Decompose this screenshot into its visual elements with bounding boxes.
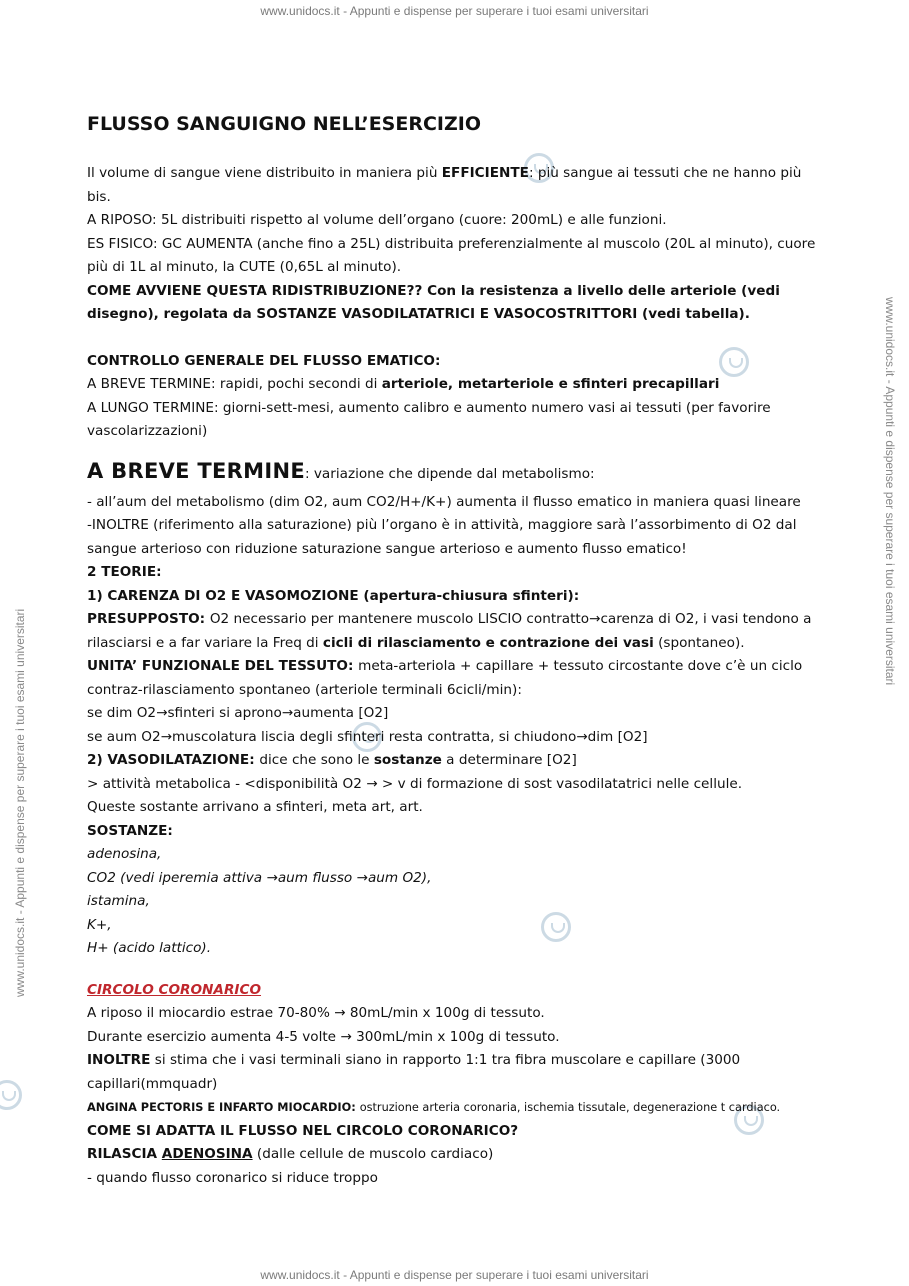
- list-item: K+,: [87, 916, 112, 933]
- paragraph: 2) VASODILATAZIONE: dice che sono le sostanze a determinare [O2]: [87, 752, 577, 768]
- paragraph: 2 TEORIE:: [87, 564, 162, 580]
- paragraph: ES FISICO: GC AUMENTA (anche fino a 25L) distribuita preferenzialmente al muscolo (20L al minuto), cuore più di 1L al minuto, la CUTE (0,65L al minuto).: [87, 235, 816, 275]
- paragraph: se aum O2→muscolatura liscia degli sfinteri resta contratta, si chiudono→dim [O2]: [87, 728, 648, 745]
- paragraph: - all’aum del metabolismo (dim O2, aum CO2/H+/K+) aumenta il flusso ematico in maniera quasi lineare: [87, 493, 801, 510]
- section-label: CONTROLLO GENERALE DEL FLUSSO EMATICO:: [87, 352, 441, 369]
- paragraph: INOLTRE si stima che i vasi terminali siano in rapporto 1:1 tra fibra muscolare e capillare (3000 capillari(mmquadr): [87, 1052, 741, 1092]
- paragraph: 1) CARENZA DI O2 E VASOMOZIONE (apertura-chiusura sfinteri):: [87, 587, 580, 604]
- paragraph: UNITA’ FUNZIONALE DEL TESSUTO: meta-arteriola + capillare + tessuto circostante dove c’è un ciclo contraz-rilasciamento spontaneo (arteriole terminali 6cicli/min):: [87, 658, 803, 698]
- paragraph: A RIPOSO: 5L distribuiti rispetto al volume dell’organo (cuore: 200mL) e alle funzioni.: [87, 212, 667, 228]
- paragraph: RILASCIA ADENOSINA (dalle cellule de muscolo cardiaco): [87, 1146, 494, 1162]
- paragraph: > attività metabolica - <disponibilità O2 → > v di formazione di sost vasodilatatrici nelle cellule.: [87, 775, 743, 792]
- section-heading: CIRCOLO CORONARICO: [87, 981, 262, 998]
- page-title: FLUSSO SANGUIGNO NELL’ESERCIZIO: [87, 113, 481, 135]
- paragraph: PRESUPPOSTO: O2 necessario per mantenere muscolo LISCIO contratto→carenza di O2, i vasi tendono a rilasciarsi e a far variare la Freq di cicli di rilasciamento e contrazione dei vasi (spontaneo).: [87, 611, 812, 651]
- list-item: adenosina,: [87, 846, 162, 862]
- unidocs-logo-icon: [0, 1080, 22, 1110]
- paragraph: Queste sostante arrivano a sfinteri, meta art, art.: [87, 799, 423, 815]
- document-body: [87, 110, 817, 1190]
- list-item: istamina,: [87, 893, 150, 909]
- watermark-right: www.unidocs.it - Appunti e dispense per superare i tuoi esami universitari: [883, 297, 897, 686]
- paragraph: Durante esercizio aumenta 4-5 volte → 300mL/min x 100g di tessuto.: [87, 1028, 560, 1045]
- paragraph: SOSTANZE:: [87, 822, 173, 839]
- list-item: CO2 (vedi iperemia attiva →aum flusso →aum O2),: [87, 869, 432, 886]
- paragraph: A BREVE TERMINE: rapidi, pochi secondi di arteriole, metarteriole e sfinteri precapillari: [87, 376, 720, 392]
- paragraph: -INOLTRE (riferimento alla saturazione) più l’organo è in attività, maggiore sarà l’assorbimento di O2 dal sangue arterioso con riduzione saturazione sangue arterioso e aumento flusso ematico!: [87, 517, 797, 557]
- paragraph: A LUNGO TERMINE: giorni-sett-mesi, aumento calibro e aumento numero vasi ai tessuti (per favorire vascolarizzazioni): [87, 399, 771, 439]
- paragraph: COME AVVIENE QUESTA RIDISTRIBUZIONE?? Con la resistenza a livello delle arteriole (vedi disegno), regolata da SOSTANZE VASODILATATRICI E VASOCOSTRITTORI (vedi tabella).: [87, 282, 780, 322]
- paragraph: COME SI ADATTA IL FLUSSO NEL CIRCOLO CORONARICO?: [87, 1122, 519, 1139]
- list-item: H+ (acido lattico).: [87, 940, 212, 956]
- paragraph: - quando flusso coronarico si riduce troppo: [87, 1169, 378, 1186]
- paragraph: ANGINA PECTORIS E INFARTO MIOCARDIO: ostruzione arteria coronaria, ischemia tissutale, degenerazione t cardiaco.: [87, 1101, 781, 1114]
- paragraph: A riposo il miocardio estrae 70-80% → 80mL/min x 100g di tessuto.: [87, 1005, 545, 1021]
- paragraph: Il volume di sangue viene distribuito in maniera più EFFICIENTE: più sangue ai tessuti che ne hanno più bis.: [87, 165, 802, 205]
- watermark-top: www.unidocs.it - Appunti e dispense per superare i tuoi esami universitari: [260, 4, 649, 18]
- watermark-bottom: www.unidocs.it - Appunti e dispense per superare i tuoi esami universitari: [260, 1268, 649, 1282]
- watermark-left: www.unidocs.it - Appunti e dispense per superare i tuoi esami universitari: [13, 608, 27, 997]
- section-heading: A BREVE TERMINE: variazione che dipende dal metabolismo:: [87, 458, 595, 483]
- paragraph: se dim O2→sfinteri si aprono→aumenta [O2]: [87, 705, 389, 721]
